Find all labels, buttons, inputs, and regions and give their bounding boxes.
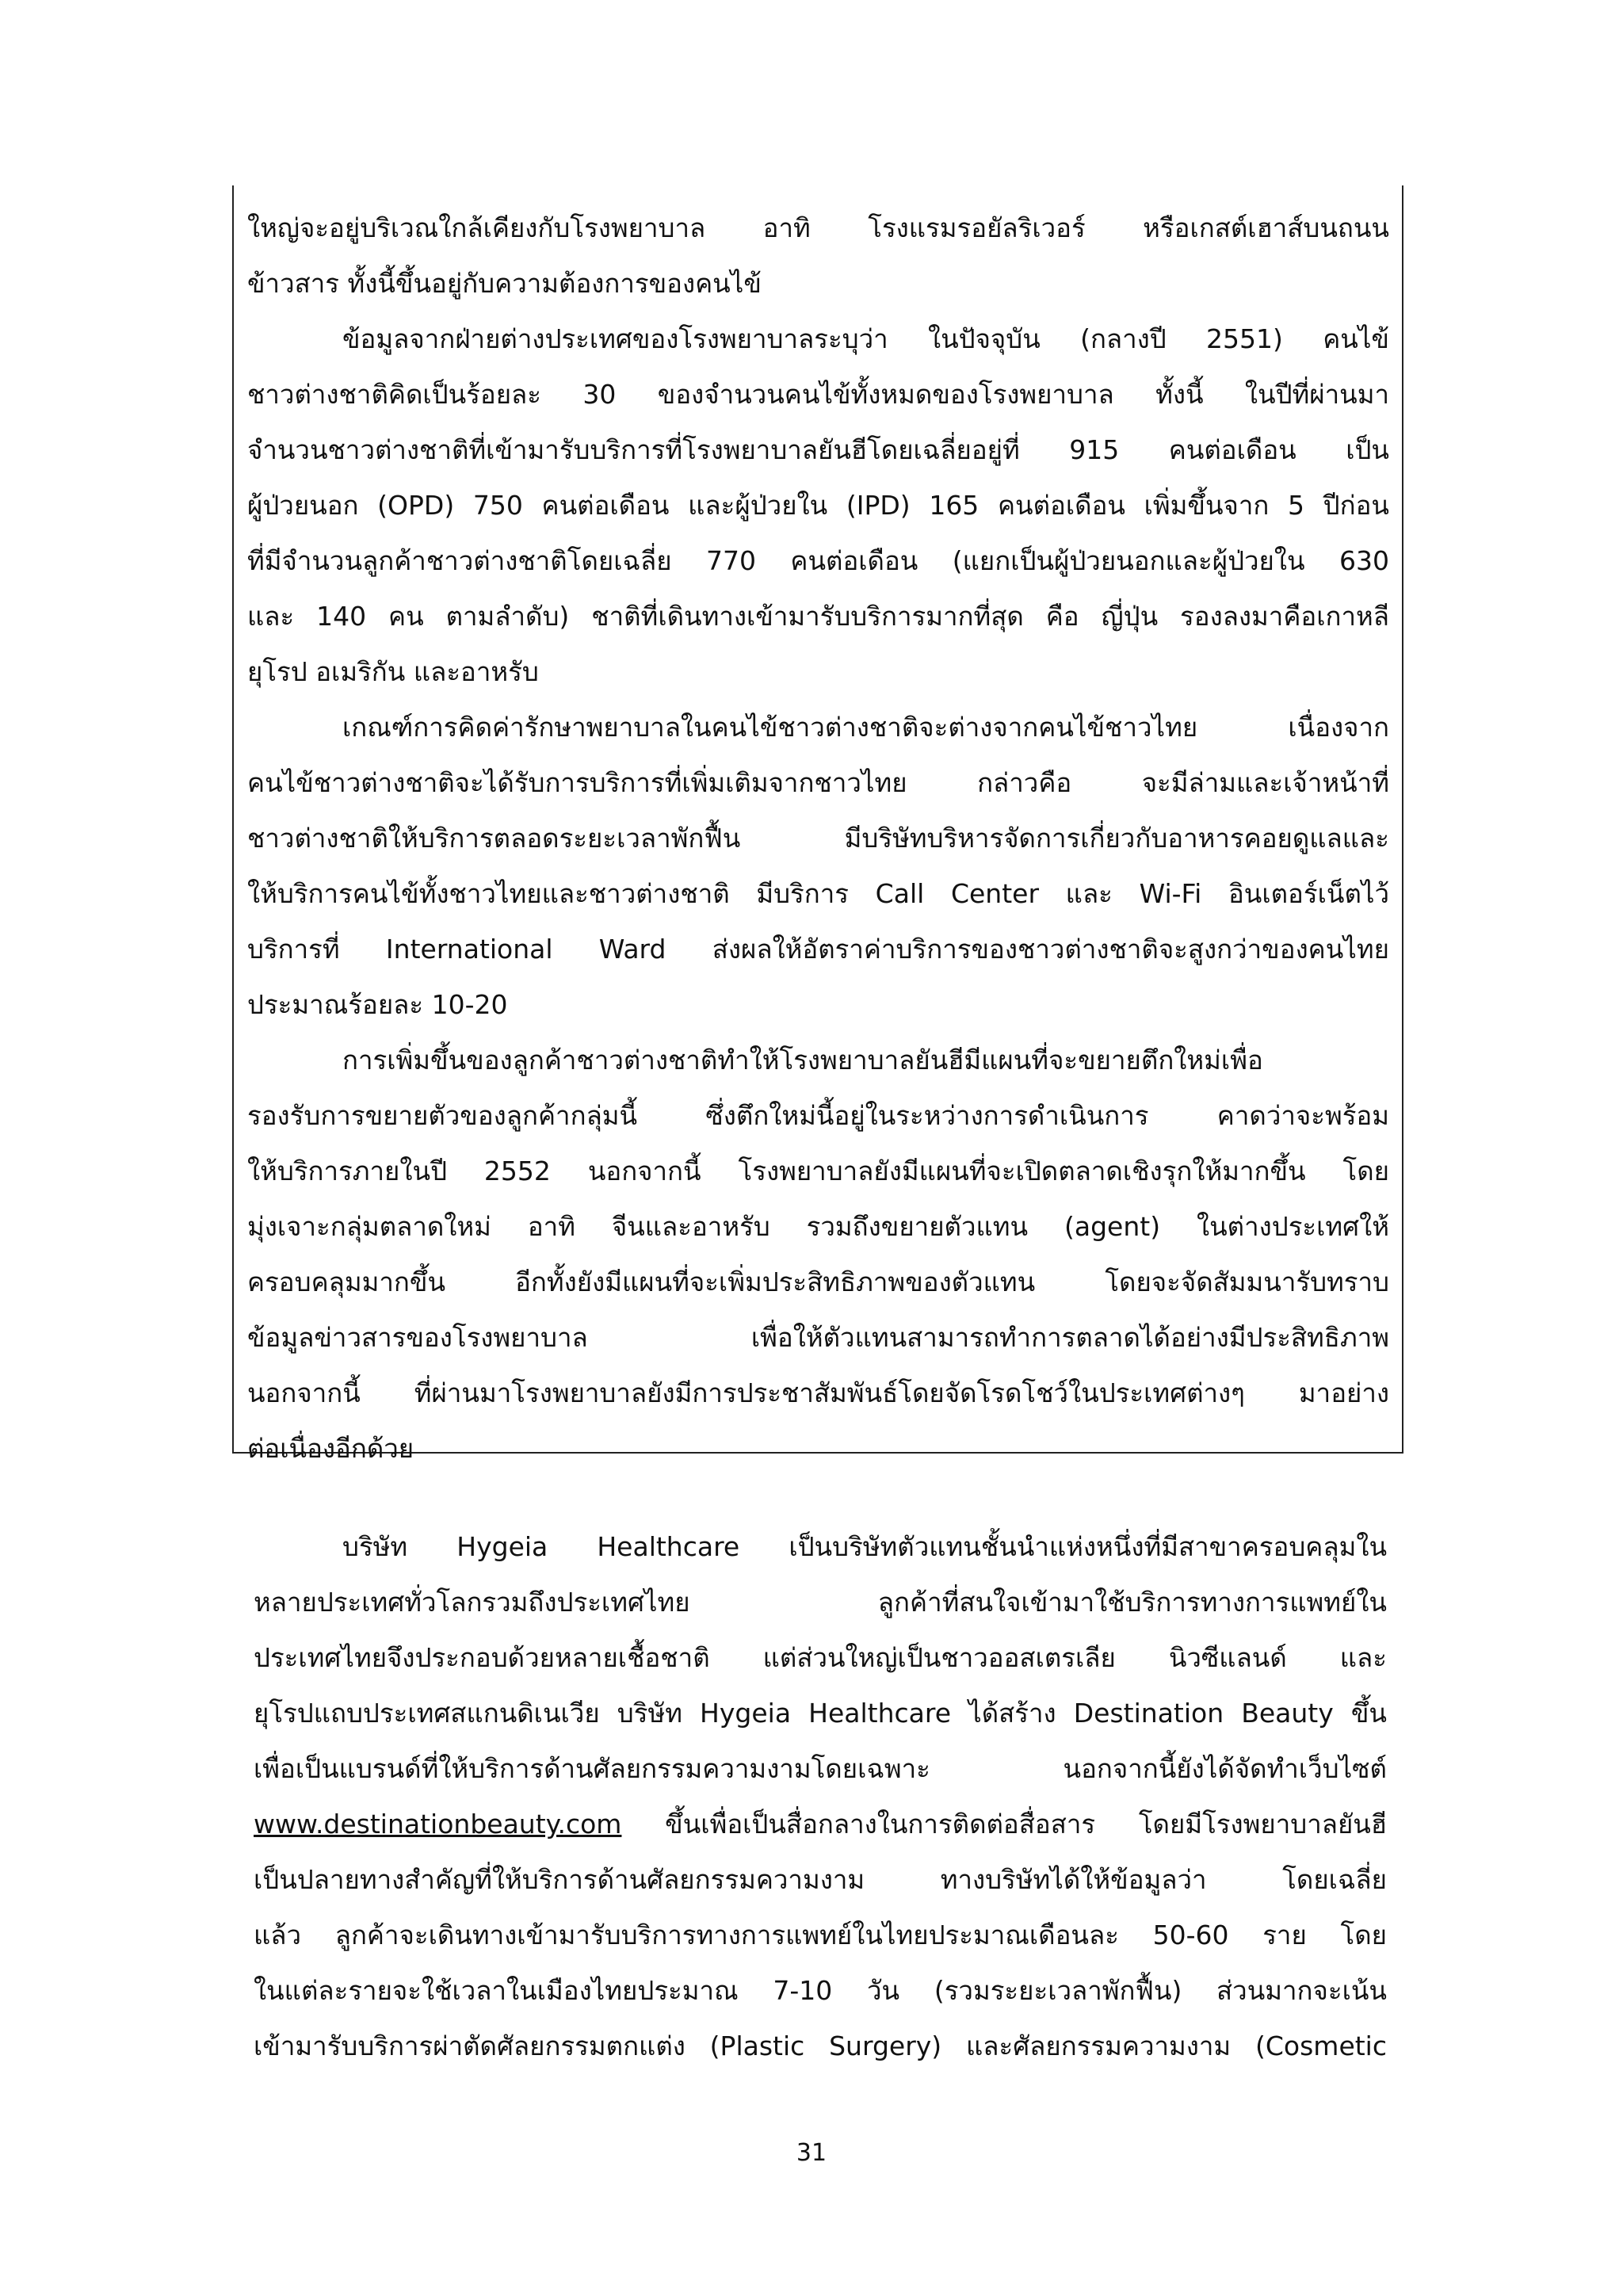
text-line: ชาวต่างชาติให้บริการตลอดระยะเวลาพักฟื้น มีบริษัทบริหารจัดการเกี่ยวกับอาหารคอยดูแลและ	[247, 823, 1389, 854]
text-line: จำนวนชาวต่างชาติที่เข้ามารับบริการที่โรงพยาบาลยันฮีโดยเฉลี่ยอยู่ที่ 915 คนต่อเดือน เป็น	[247, 434, 1389, 465]
text-line: แล้ว ลูกค้าจะเดินทางเข้ามารับบริการทางการแพทย์ในไทยประมาณเดือนละ 50-60 ราย โดย	[254, 1920, 1387, 1950]
text-line: ข้าวสาร ทั้งนี้ขึ้นอยู่กับความต้องการของคนไข้	[247, 268, 762, 299]
text-line: มุ่งเจาะกลุ่มตลาดใหม่ อาทิ จีนและอาหรับ รวมถึงขยายตัวแทน (agent) ในต่างประเทศให้	[247, 1211, 1389, 1242]
text-line: เพื่อเป็นแบรนด์ที่ให้บริการด้านศัลยกรรมความงามโดยเฉพาะ นอกจากนี้ยังได้จัดทำเว็บไซต์	[254, 1753, 1387, 1784]
text-line: และ 140 คน ตามลำดับ) ชาติที่เดินทางเข้ามารับบริการมากที่สุด คือ ญี่ปุ่น รองลงมาคือเกาหลี	[247, 601, 1389, 632]
text-line: ที่มีจำนวนลูกค้าชาวต่างชาติโดยเฉลี่ย 770 คนต่อเดือน (แยกเป็นผู้ป่วยนอกและผู้ป่วยใน 630	[247, 545, 1389, 576]
text-line: ยุโรป อเมริกัน และอาหรับ	[247, 656, 539, 687]
text-line: ข้อมูลข่าวสารของโรงพยาบาล เพื่อให้ตัวแทนสามารถทำการตลาดได้อย่างมีประสิทธิภาพ	[247, 1322, 1389, 1353]
text-line: ใหญ่จะอยู่บริเวณใกล้เคียงกับโรงพยาบาล อาทิ โรงแรมรอยัลริเวอร์ หรือเกสต์เฮาส์บนถนน	[247, 212, 1389, 243]
text-line: ประเทศไทยจึงประกอบด้วยหลายเชื้อชาติ แต่ส่วนใหญ่เป็นชาวออสเตรเลีย นิวซีแลนด์ และ	[254, 1642, 1387, 1673]
page-number: 31	[796, 2139, 827, 2167]
text-line: ให้บริการคนไข้ทั้งชาวไทยและชาวต่างชาติ มีบริการ Call Center และ Wi-Fi อินเตอร์เน็ตไว้	[247, 878, 1389, 909]
text-line: ในแต่ละรายจะใช้เวลาในเมืองไทยประมาณ 7-10 วัน (รวมระยะเวลาพักฟื้น) ส่วนมากจะเน้น	[254, 1975, 1387, 2006]
text-line: ประมาณร้อยละ 10-20	[247, 989, 508, 1020]
text-line: ต่อเนื่องอีกด้วย	[247, 1433, 414, 1464]
website-link[interactable]: www.destinationbeauty.com	[254, 1809, 622, 1839]
text-fragment: ขึ้นเพื่อเป็นสื่อกลางในการติดต่อสื่อสาร โดยมีโรงพยาบาลยันฮี	[665, 1809, 1387, 1839]
text-line: บริการที่ International Ward ส่งผลให้อัตราค่าบริการของชาวต่างชาติจะสูงกว่าของคนไทย	[247, 934, 1389, 965]
text-line-with-link	[254, 1807, 1387, 1842]
paragraph-start: เกณฑ์การคิดค่ารักษาพยาบาลในคนไข้ชาวต่างชาติจะต่างจากคนไข้ชาวไทย เนื่องจาก	[342, 712, 1389, 743]
text-line: เป็นปลายทางสำคัญที่ให้บริการด้านศัลยกรรมความงาม ทางบริษัทได้ให้ข้อมูลว่า โดยเฉลี่ย	[254, 1864, 1387, 1895]
text-line: รองรับการขยายตัวของลูกค้ากลุ่มนี้ ซึ่งตึกใหม่นี้อยู่ในระหว่างการดำเนินการ คาดว่าจะพร้อม	[247, 1100, 1389, 1131]
paragraph-start: ข้อมูลจากฝ่ายต่างประเทศของโรงพยาบาลระบุว่า ในปัจจุบัน (กลางปี 2551) คนไข้	[342, 323, 1389, 354]
text-line: ชาวต่างชาติคิดเป็นร้อยละ 30 ของจำนวนคนไข้ทั้งหมดของโรงพยาบาล ทั้งนี้ ในปีที่ผ่านมา	[247, 379, 1389, 410]
paragraph-start: บริษัท Hygeia Healthcare เป็นบริษัทตัวแทนชั้นนำแห่งหนึ่งที่มีสาขาครอบคลุมใน	[342, 1531, 1387, 1562]
text-line: หลายประเทศทั่วโลกรวมถึงประเทศไทย ลูกค้าที่สนใจเข้ามาใช้บริการทางการแพทย์ใน	[254, 1587, 1387, 1618]
text-line: ยุโรปแถบประเทศสแกนดิเนเวีย บริษัท Hygeia Healthcare ได้สร้าง Destination Beauty ขึ้น	[254, 1698, 1387, 1729]
text-line: ผู้ป่วยนอก (OPD) 750 คนต่อเดือน และผู้ป่วยใน (IPD) 165 คนต่อเดือน เพิ่มขึ้นจาก 5 ปีก่อน	[247, 490, 1389, 521]
text-line: ให้บริการภายในปี 2552 นอกจากนี้ โรงพยาบาลยังมีแผนที่จะเปิดตลาดเชิงรุกให้มากขึ้น โดย	[247, 1156, 1389, 1186]
text-line: นอกจากนี้ ที่ผ่านมาโรงพยาบาลยังมีการประชาสัมพันธ์โดยจัดโรดโชว์ในประเทศต่างๆ มาอย่าง	[247, 1377, 1389, 1408]
boxed-section-frame	[232, 185, 1403, 1454]
text-line: ครอบคลุมมากขึ้น อีกทั้งยังมีแผนที่จะเพิ่มประสิทธิภาพของตัวแทน โดยจะจัดสัมมนารับทราบ	[247, 1266, 1389, 1297]
paragraph-start: การเพิ่มขึ้นของลูกค้าชาวต่างชาติทำให้โรงพยาบาลยันฮีมีแผนที่จะขยายตึกใหม่เพื่อ	[342, 1045, 1263, 1075]
text-line: เข้ามารับบริการผ่าตัดศัลยกรรมตกแต่ง (Plastic Surgery) และศัลยกรรมความงาม (Cosmetic	[254, 2030, 1387, 2061]
text-line: คนไข้ชาวต่างชาติจะได้รับการบริการที่เพิ่มเติมจากชาวไทย กล่าวคือ จะมีล่ามและเจ้าหน้าที่	[247, 767, 1389, 798]
